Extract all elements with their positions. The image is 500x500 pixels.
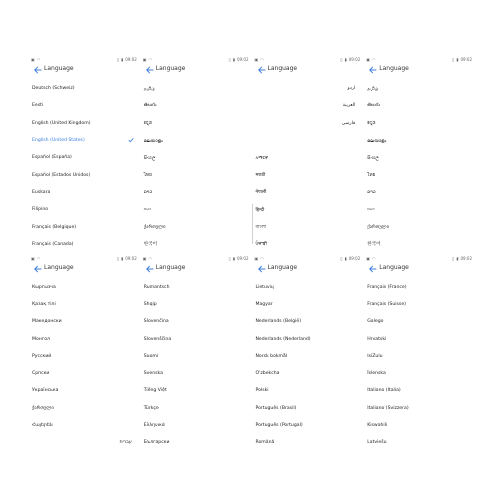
page-title: Language: [379, 65, 409, 72]
back-arrow-icon[interactable]: [144, 64, 156, 76]
language-label: नेपाली: [255, 190, 267, 196]
language-label: Euskara: [32, 189, 51, 195]
language-label: Nederlands (België): [255, 319, 302, 325]
language-item[interactable]: [28, 348, 140, 365]
language-item[interactable]: [140, 348, 252, 365]
language-item[interactable]: [140, 201, 252, 218]
language-item[interactable]: [363, 382, 475, 399]
battery-icon: ▮: [232, 57, 235, 62]
language-label: ქართული: [143, 224, 166, 230]
language-item[interactable]: [140, 313, 252, 330]
language-list: [363, 80, 475, 253]
signal-icon: ▯: [340, 255, 343, 261]
app-bar: [140, 63, 252, 77]
language-label: Հայերեն: [32, 423, 53, 429]
language-label: Italiano (Svizzera): [367, 405, 409, 411]
language-item[interactable]: [140, 149, 252, 166]
language-label: ქართული: [367, 224, 389, 230]
language-item[interactable]: [28, 417, 140, 434]
language-label: Português (Brasil): [255, 405, 297, 411]
language-label: Svenska: [143, 371, 163, 377]
language-item[interactable]: [363, 80, 475, 97]
language-item[interactable]: [252, 201, 364, 218]
language-label: Íslenska: [367, 371, 386, 377]
language-list: [252, 279, 364, 452]
language-item[interactable]: [28, 400, 140, 417]
language-label: বাংলা: [255, 225, 267, 231]
language-label: Latviešu: [367, 440, 387, 446]
back-arrow-icon[interactable]: [367, 64, 379, 76]
status-time: 09:02: [236, 57, 249, 62]
phone-screen: [140, 54, 252, 253]
language-label: ລາວ: [367, 189, 376, 195]
language-label: Français (Suisse): [367, 301, 406, 307]
language-label: Shqip: [143, 301, 157, 307]
language-item[interactable]: [363, 365, 475, 382]
checkmark-icon: [128, 137, 134, 143]
battery-icon: ▮: [121, 255, 124, 261]
language-item[interactable]: [363, 201, 475, 218]
language-label: Español (España): [32, 155, 72, 161]
language-label: English (United States): [32, 138, 85, 144]
language-label: Українська: [32, 388, 59, 394]
language-label: हिन्दी: [255, 207, 265, 213]
language-label: ဗမာ: [367, 207, 375, 213]
page-title: Language: [379, 263, 409, 271]
notification-icon: ▣: [254, 255, 259, 261]
language-item[interactable]: [28, 149, 140, 166]
page-title: Language: [267, 65, 298, 72]
language-label: اردو: [347, 86, 356, 92]
language-label: Slovenčina: [143, 319, 169, 325]
language-label: Kiswahili: [367, 423, 388, 429]
language-item[interactable]: [252, 115, 364, 132]
status-time: 09:02: [348, 57, 361, 62]
wifi-icon: ◠: [260, 57, 264, 62]
language-item[interactable]: [363, 184, 475, 201]
language-item[interactable]: [252, 313, 364, 330]
language-item[interactable]: [28, 132, 140, 149]
scrollbar[interactable]: [252, 204, 254, 244]
battery-icon: ▮: [121, 57, 124, 62]
language-item[interactable]: [140, 365, 252, 382]
language-label: ລາວ: [143, 189, 153, 195]
language-item[interactable]: [140, 417, 252, 434]
language-item[interactable]: [28, 236, 140, 253]
language-item[interactable]: [140, 166, 252, 183]
language-list: [28, 279, 140, 452]
battery-icon: ▮: [344, 57, 347, 62]
page-title: Language: [267, 263, 298, 271]
language-list: [28, 80, 140, 253]
notification-icon: ▣: [366, 255, 371, 261]
language-item[interactable]: [140, 132, 252, 149]
language-item[interactable]: [252, 434, 364, 451]
language-label: IsiZulu: [367, 353, 383, 359]
language-label: Монгол: [32, 336, 50, 342]
signal-icon: ▯: [452, 255, 455, 261]
language-item[interactable]: [363, 132, 475, 149]
language-label: සිංහල: [143, 155, 156, 161]
language-label: Македонски: [32, 319, 62, 325]
back-arrow-icon[interactable]: [144, 263, 156, 275]
page-title: Language: [44, 65, 74, 72]
language-list: [252, 80, 364, 270]
language-label: Filipino: [32, 207, 49, 213]
screenshots-grid: [28, 54, 475, 451]
language-label: Română: [255, 440, 275, 446]
battery-icon: ▮: [456, 57, 459, 62]
language-label: ဗမာ: [143, 207, 151, 213]
page-title: Language: [44, 263, 74, 271]
language-item[interactable]: [252, 382, 364, 399]
language-label: தமிழ்: [143, 86, 155, 92]
notification-icon: ▣: [254, 57, 259, 62]
phone-screen: [140, 253, 252, 452]
language-label: తెలుగు: [143, 102, 157, 108]
signal-icon: ▯: [452, 57, 455, 62]
language-item[interactable]: [140, 330, 252, 347]
phone-screen: [252, 253, 364, 452]
signal-icon: ▯: [228, 57, 231, 62]
language-item[interactable]: [28, 365, 140, 382]
language-item[interactable]: [363, 166, 475, 183]
notification-icon: ▣: [31, 57, 35, 62]
app-bar: [363, 63, 475, 77]
language-item[interactable]: [252, 236, 364, 253]
language-item[interactable]: [140, 382, 252, 399]
phone-screen: [252, 54, 364, 253]
language-item[interactable]: [363, 97, 475, 114]
language-label: Polski: [255, 388, 269, 394]
wifi-icon: ◠: [260, 255, 264, 261]
language-item[interactable]: [363, 348, 475, 365]
language-item[interactable]: [363, 313, 475, 330]
language-item[interactable]: [140, 400, 252, 417]
language-label: አማርኛ: [255, 155, 269, 161]
language-label: Ελληνικά: [143, 423, 165, 429]
notification-icon: ▣: [31, 255, 35, 261]
language-item[interactable]: [140, 279, 252, 296]
language-label: ಕನ್ನಡ: [143, 121, 152, 127]
back-arrow-icon[interactable]: [32, 263, 44, 275]
back-arrow-icon[interactable]: [256, 263, 268, 275]
language-item[interactable]: [140, 80, 252, 97]
wifi-icon: ◠: [36, 57, 41, 62]
language-item[interactable]: [28, 201, 140, 218]
language-label: Suomi: [143, 353, 159, 359]
language-item[interactable]: [252, 218, 364, 235]
language-item[interactable]: [140, 218, 252, 235]
language-item[interactable]: [252, 348, 364, 365]
language-label: Hrvatski: [367, 336, 387, 342]
language-item[interactable]: [28, 218, 140, 235]
language-list: [140, 80, 252, 253]
language-label: العربية: [342, 103, 356, 109]
language-item[interactable]: [28, 166, 140, 183]
language-label: മലയാളം: [143, 138, 163, 144]
language-label: Italiano (Italia): [367, 388, 401, 394]
language-list: [140, 279, 252, 452]
signal-icon: ▯: [116, 57, 120, 62]
language-item[interactable]: [252, 417, 364, 434]
status-time: 09:02: [125, 57, 137, 62]
back-arrow-icon[interactable]: [256, 64, 268, 76]
language-label: मराठी: [255, 173, 266, 179]
language-label: Lietuvių: [255, 284, 274, 290]
language-item[interactable]: [140, 115, 252, 132]
language-label: Tiếng Việt: [143, 388, 167, 394]
language-label: O'zbekcha: [255, 371, 280, 377]
signal-icon: ▯: [228, 255, 231, 261]
language-item[interactable]: [28, 184, 140, 201]
language-item[interactable]: [28, 115, 140, 132]
signal-icon: ▯: [340, 57, 343, 62]
status-time: 09:02: [460, 255, 472, 261]
language-item[interactable]: [363, 236, 475, 253]
language-item[interactable]: [28, 296, 140, 313]
language-item[interactable]: [140, 97, 252, 114]
language-label: Deutsch (Schweiz): [32, 86, 75, 92]
language-label: English (United Kingdom): [32, 120, 91, 126]
language-label: 한국어: [367, 242, 381, 248]
back-arrow-icon[interactable]: [32, 64, 44, 76]
language-item[interactable]: [140, 184, 252, 201]
phone-screen: [28, 253, 140, 452]
language-item[interactable]: [28, 382, 140, 399]
notification-icon: ▣: [142, 57, 147, 62]
language-item[interactable]: [140, 236, 252, 253]
language-item[interactable]: [252, 132, 364, 149]
language-item[interactable]: [28, 313, 140, 330]
language-item[interactable]: [140, 434, 252, 451]
language-label: Français (Canada): [32, 241, 74, 247]
battery-icon: ▮: [232, 255, 235, 261]
language-item[interactable]: [252, 330, 364, 347]
page-title: Language: [155, 263, 186, 271]
language-item[interactable]: [252, 97, 364, 114]
language-item[interactable]: [252, 400, 364, 417]
language-label: Galego: [367, 319, 384, 325]
language-label: Norsk bokmål: [255, 353, 288, 359]
language-item[interactable]: [28, 80, 140, 97]
language-item[interactable]: [363, 279, 475, 296]
language-label: Қазақ тілі: [32, 301, 56, 307]
language-item[interactable]: [252, 365, 364, 382]
language-label: Eesti: [32, 103, 44, 109]
app-bar: [252, 262, 364, 276]
language-item[interactable]: [363, 434, 475, 451]
language-label: සිංහල: [367, 155, 379, 161]
language-item[interactable]: [28, 97, 140, 114]
wifi-icon: ◠: [148, 57, 153, 62]
notification-icon: ▣: [142, 255, 147, 261]
battery-icon: ▮: [344, 255, 347, 261]
language-label: മലയാളം: [367, 138, 387, 144]
language-label: Български: [143, 440, 170, 446]
phone-screen: [363, 253, 475, 452]
language-label: Кыргызча: [32, 284, 56, 290]
language-label: Slovenščina: [143, 336, 172, 342]
language-label: עברית: [119, 440, 132, 446]
status-time: 09:02: [236, 255, 249, 261]
language-label: Türkçe: [143, 405, 159, 411]
language-label: Nederlands (Nederland): [255, 336, 311, 342]
language-label: Русский: [32, 353, 52, 359]
language-item[interactable]: [363, 218, 475, 235]
language-label: தமிழ்: [367, 86, 379, 92]
language-label: ไทย: [367, 172, 376, 178]
language-item[interactable]: [28, 279, 140, 296]
language-list: [363, 279, 475, 452]
language-item[interactable]: [252, 279, 364, 296]
language-label: తెలుగు: [367, 102, 380, 108]
language-item[interactable]: [28, 330, 140, 347]
page-title: Language: [155, 65, 186, 72]
wifi-icon: ◠: [372, 255, 376, 261]
app-bar: [252, 63, 364, 77]
language-item[interactable]: [363, 400, 475, 417]
app-bar: [28, 262, 140, 276]
signal-icon: ▯: [116, 255, 120, 261]
status-time: 09:02: [125, 255, 137, 261]
language-item[interactable]: [363, 115, 475, 132]
status-time: 09:02: [460, 57, 472, 62]
wifi-icon: ◠: [148, 255, 153, 261]
language-label: Magyar: [255, 301, 273, 307]
language-label: ქართული: [32, 405, 54, 411]
language-item[interactable]: [363, 296, 475, 313]
phone-screen: [28, 54, 140, 253]
language-label: ਪੰਜਾਬੀ: [255, 242, 268, 248]
language-item[interactable]: [252, 149, 364, 166]
language-item[interactable]: [252, 184, 364, 201]
language-label: Français (Belgique): [32, 224, 77, 230]
language-item[interactable]: [252, 296, 364, 313]
language-item[interactable]: [252, 166, 364, 183]
language-item[interactable]: [140, 296, 252, 313]
notification-icon: ▣: [366, 57, 371, 62]
language-item[interactable]: [363, 330, 475, 347]
phone-screen: [363, 54, 475, 253]
language-label: فارسی: [341, 120, 356, 126]
language-item[interactable]: [28, 434, 140, 451]
back-arrow-icon[interactable]: [367, 263, 379, 275]
language-label: 한국어: [143, 242, 158, 248]
language-label: ಕನ್ನಡ: [367, 121, 376, 127]
language-label: Rumantsch: [143, 284, 170, 290]
app-bar: [140, 262, 252, 276]
language-label: ไทย: [143, 172, 152, 178]
language-item[interactable]: [363, 417, 475, 434]
app-bar: [363, 262, 475, 276]
battery-icon: ▮: [456, 255, 459, 261]
language-label: Français (France): [367, 284, 407, 290]
language-label: Español (Estados Unidos): [32, 172, 91, 178]
language-item[interactable]: [363, 149, 475, 166]
language-label: Português (Portugal): [255, 423, 303, 429]
status-time: 09:02: [348, 255, 361, 261]
language-label: Српски: [32, 371, 50, 377]
language-item[interactable]: [252, 80, 364, 97]
wifi-icon: ◠: [36, 255, 41, 261]
app-bar: [28, 63, 140, 77]
wifi-icon: ◠: [372, 57, 376, 62]
